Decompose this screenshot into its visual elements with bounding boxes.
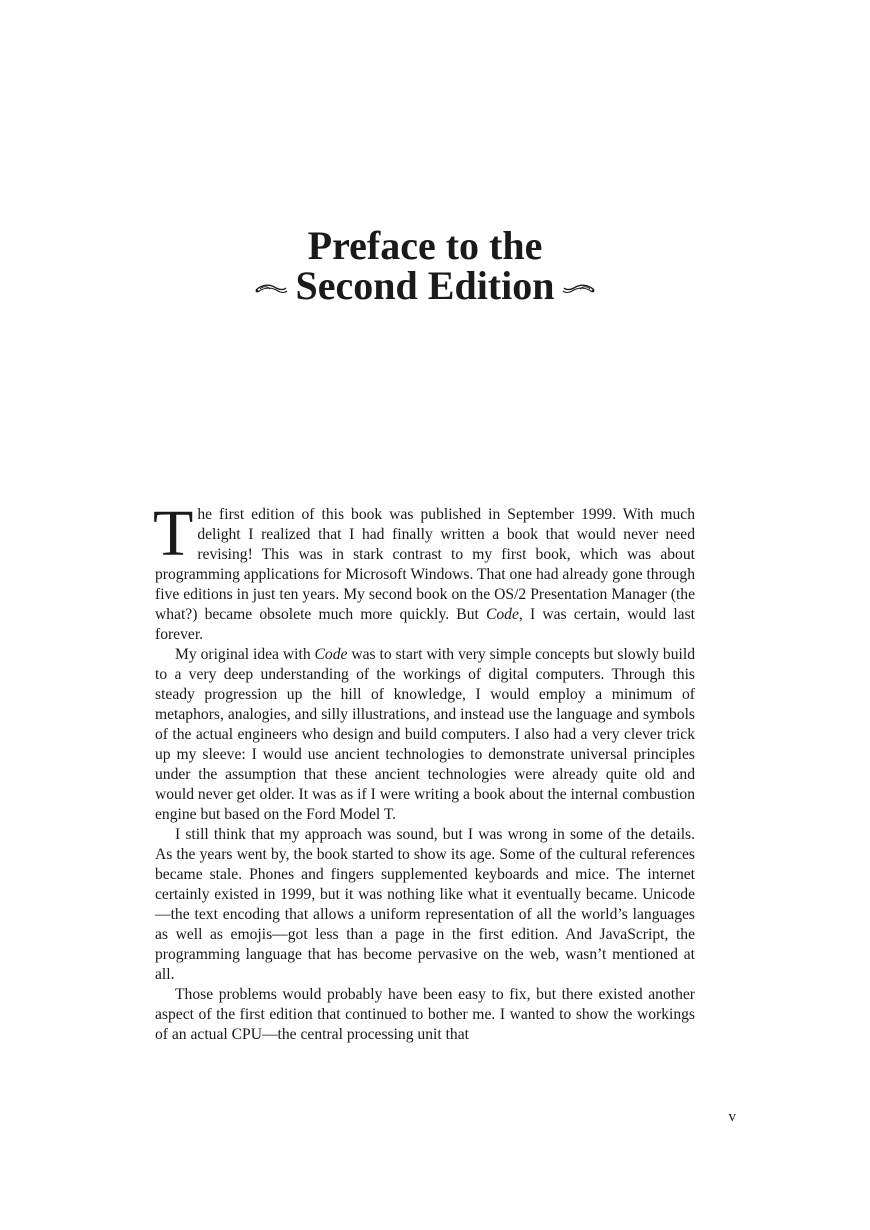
chapter-title (0, 223, 850, 308)
paragraph-2 (155, 645, 695, 825)
paragraph-2-text: My original idea with (175, 646, 315, 663)
paragraph-3-text: I still think that my approach was sound, but I was wrong in some of the details. As the years went by, the book started to show its age. Some of the cultural references became stale. Phones and fingers supplemented keyboards and mice. The internet certainly existed in 1999, but it was nothing like what it eventually became. Unicode—the text encoding that allows a uniform representation of all the world’s languages as well as emojis—got less than a page in the first edition. And JavaScript, the programming language that has become pervasive on the web, wasn’t mentioned at all. (155, 826, 695, 983)
chapter-title-line-2-row (0, 263, 850, 308)
book-title-italic: Code (485, 606, 519, 623)
paragraph-3 (155, 825, 695, 985)
flourish-right-icon (562, 281, 596, 297)
book-title-italic: Code (314, 646, 348, 663)
paragraph-1 (153, 497, 695, 645)
paragraph-4-text: Those problems would probably have been easy to fix, but there existed another aspect of the first edition that continued to bother me. I wanted to show the workings of an actual CPU—the central processing unit that (155, 986, 695, 1043)
chapter-title-line-1: Preface to the (307, 223, 543, 268)
drop-cap: T (153, 497, 194, 570)
flourish-left-icon (254, 281, 288, 297)
paragraph-2-text-end: was to start with very simple concepts but slowly build to a very deep understanding of the workings of digital computers. Through this steady progression up the hill of knowledge, I would employ a minimum of metaphors, analogies, and silly illustrations, and instead use the language and symbols of the actual engineers who design and build computers. I also had a very clever trick up my sleeve: I would use ancient technologies to demonstrate universal principles under the assumption that these ancient technologies were already quite old and would never get older. It was as if I were writing a book about the internal combustion engine but based on the Ford Model T. (155, 646, 695, 823)
paragraph-4 (155, 985, 695, 1045)
chapter-title-line-2: Second Edition (295, 263, 555, 308)
paragraph-1-text-end: , I was certain, would last forever. (155, 606, 695, 643)
paragraph-1-text: he first edition of this book was published in September 1999. With much delight I realized that I had finally written a book that would never need revising! This was in stark contrast to my first book, which was about programming applications for Microsoft Windows. That one had already gone through five editions in just ten years. My second book on the OS/2 Presentation Manager (the what?) became obsolete much more quickly. But (155, 506, 695, 623)
preface-body (153, 497, 695, 1045)
page-number: v (728, 1109, 736, 1125)
